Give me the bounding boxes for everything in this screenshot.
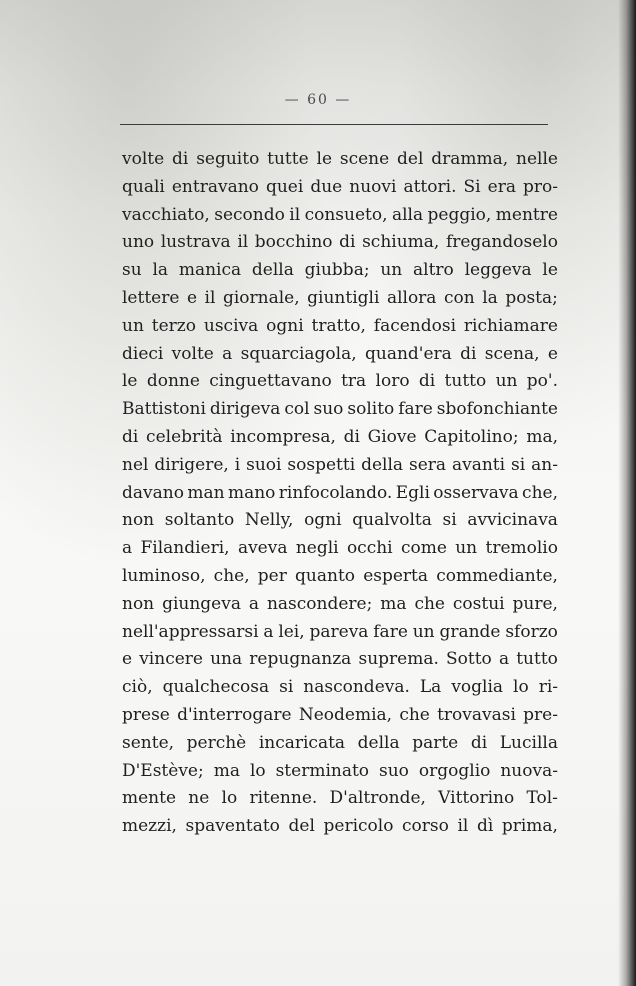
word: Egli bbox=[395, 482, 430, 503]
word: perchè bbox=[186, 732, 247, 753]
text-line bbox=[122, 229, 558, 257]
word: la bbox=[482, 287, 498, 308]
word: lei, bbox=[278, 621, 305, 642]
word: Tol- bbox=[526, 788, 558, 809]
word: lo bbox=[513, 677, 529, 698]
word: bocchino bbox=[254, 232, 333, 253]
word: negli bbox=[295, 538, 339, 559]
word: di bbox=[470, 732, 488, 753]
word: lo bbox=[221, 788, 238, 809]
word: tutto bbox=[516, 649, 558, 670]
word: della bbox=[361, 454, 404, 475]
word: donne bbox=[146, 371, 200, 392]
word: del bbox=[288, 816, 315, 837]
word: pareva bbox=[309, 621, 369, 642]
word: squarciagola, bbox=[240, 343, 357, 364]
word: ogni bbox=[266, 315, 304, 336]
text-line bbox=[122, 535, 558, 563]
text-line bbox=[122, 591, 558, 619]
word: quand'era bbox=[364, 343, 452, 364]
word: nel bbox=[122, 454, 149, 475]
word: richiamare bbox=[463, 315, 558, 336]
word: a bbox=[222, 343, 233, 364]
word: altro bbox=[413, 260, 454, 281]
word: pro- bbox=[523, 176, 558, 197]
word: il bbox=[237, 232, 249, 253]
word: il bbox=[204, 287, 216, 308]
text-line bbox=[122, 313, 558, 341]
word: si bbox=[279, 677, 294, 698]
word: pure, bbox=[512, 593, 558, 614]
text-line bbox=[122, 257, 558, 285]
word: del bbox=[397, 149, 424, 169]
word: nuova- bbox=[500, 760, 558, 781]
word: mentre bbox=[495, 204, 558, 225]
word: suprema. bbox=[358, 649, 439, 670]
word: come bbox=[400, 538, 447, 559]
word: a bbox=[248, 593, 260, 614]
word: il bbox=[289, 204, 301, 225]
word: occhi bbox=[346, 538, 393, 559]
word: sterminato bbox=[275, 760, 370, 781]
word: dirigere, bbox=[154, 454, 229, 475]
word: era bbox=[487, 176, 516, 197]
word: secondo bbox=[214, 204, 285, 225]
text-line bbox=[122, 452, 558, 480]
word: spaventato bbox=[185, 816, 280, 837]
word: lettere bbox=[122, 287, 180, 308]
word: sente, bbox=[122, 732, 175, 753]
word: Sotto bbox=[446, 649, 492, 670]
word: dirigeva bbox=[209, 399, 281, 420]
text-line bbox=[122, 507, 558, 535]
word: prese bbox=[122, 704, 170, 725]
word: ri- bbox=[538, 677, 558, 698]
word: che, bbox=[522, 482, 558, 503]
word: giuntigli bbox=[307, 287, 380, 308]
word: della bbox=[357, 732, 400, 753]
word: Battistoni bbox=[122, 399, 206, 420]
word: i bbox=[234, 454, 241, 475]
word: ciò, bbox=[122, 677, 153, 698]
word: mezzi, bbox=[122, 816, 177, 837]
word: nell'appressarsi bbox=[122, 621, 259, 642]
word: sforzo bbox=[505, 621, 558, 642]
word: terzo bbox=[151, 315, 196, 336]
word: aveva bbox=[237, 538, 288, 559]
text-line bbox=[122, 758, 558, 786]
word: suo bbox=[313, 399, 344, 420]
word: che, bbox=[213, 565, 250, 586]
word: allora bbox=[386, 287, 437, 308]
word: giubba; bbox=[304, 260, 370, 281]
word: corso bbox=[402, 816, 449, 837]
text-line bbox=[122, 146, 558, 174]
word: ma bbox=[380, 593, 407, 614]
text-line bbox=[122, 424, 558, 452]
word: con bbox=[443, 287, 475, 308]
word: scene bbox=[339, 149, 390, 169]
word: fare bbox=[373, 621, 408, 642]
word: non bbox=[122, 593, 155, 614]
text-line bbox=[122, 702, 558, 730]
word: prima, bbox=[501, 816, 558, 837]
word: una bbox=[210, 649, 243, 670]
word: sospetti bbox=[287, 454, 356, 475]
word: osservava bbox=[433, 482, 519, 503]
word: Nelly, bbox=[244, 510, 294, 531]
word: tra bbox=[341, 371, 367, 392]
word: avanti bbox=[451, 454, 506, 475]
word: trovavasi bbox=[437, 704, 516, 725]
word: d'interrogare bbox=[177, 704, 292, 725]
word: giungeva bbox=[162, 593, 241, 614]
word: a bbox=[263, 621, 274, 642]
word: tremolio bbox=[485, 538, 558, 559]
word: ne bbox=[188, 788, 210, 809]
word: di bbox=[343, 426, 360, 447]
word: luminoso, bbox=[122, 565, 206, 586]
word: Capitolino; bbox=[424, 426, 519, 447]
word: scena, bbox=[484, 343, 540, 364]
word: e bbox=[547, 343, 558, 364]
word: un bbox=[122, 315, 144, 336]
word: entravano bbox=[171, 176, 259, 197]
word: davano bbox=[122, 482, 184, 503]
word: non bbox=[122, 510, 155, 531]
header-rule bbox=[120, 124, 548, 125]
word: tratto, bbox=[311, 315, 366, 336]
word: si bbox=[442, 510, 457, 531]
word: Vittorino bbox=[438, 788, 515, 809]
word: tutte bbox=[267, 149, 309, 169]
word: dieci bbox=[122, 343, 164, 364]
word: della bbox=[251, 260, 294, 281]
word: pericolo bbox=[323, 816, 394, 837]
word: Filandieri, bbox=[140, 538, 230, 559]
word: pre- bbox=[523, 704, 558, 725]
word: rinfocolando. bbox=[278, 482, 393, 503]
word: fregandoselo bbox=[445, 232, 558, 253]
word: uno bbox=[122, 232, 155, 253]
word: vacchiato, bbox=[122, 204, 210, 225]
word: voglia bbox=[451, 677, 504, 698]
word: si bbox=[511, 454, 526, 475]
word: Giove bbox=[367, 426, 417, 447]
word: leggeva bbox=[464, 260, 532, 281]
word: posta; bbox=[505, 287, 558, 308]
word: orgoglio bbox=[418, 760, 491, 781]
page-spine-shadow bbox=[618, 0, 636, 986]
word: esperta bbox=[363, 565, 429, 586]
word: lo bbox=[249, 760, 266, 781]
word: tutto bbox=[444, 371, 487, 392]
text-line bbox=[122, 341, 558, 369]
word: manica bbox=[178, 260, 242, 281]
word: avvicinava bbox=[467, 510, 558, 531]
word: facendosi bbox=[373, 315, 457, 336]
word: quali bbox=[122, 176, 165, 197]
word: peggio, bbox=[427, 204, 492, 225]
word: nuovi bbox=[349, 176, 397, 197]
text-line bbox=[122, 285, 558, 313]
word: che bbox=[414, 593, 445, 614]
word: schiuma, bbox=[362, 232, 440, 253]
word: D'altronde, bbox=[329, 788, 426, 809]
word: po'. bbox=[526, 371, 558, 392]
body-text bbox=[122, 146, 558, 841]
word: vincere bbox=[139, 649, 203, 670]
word: loro bbox=[375, 371, 410, 392]
word: lustrava bbox=[160, 232, 231, 253]
word: le bbox=[316, 149, 333, 169]
word: dramma, bbox=[431, 149, 509, 169]
word: seguito bbox=[196, 149, 260, 169]
word: cinguettavano bbox=[209, 371, 332, 392]
word: ogni bbox=[304, 510, 342, 531]
word: che bbox=[399, 704, 430, 725]
word: incompresa, bbox=[230, 426, 336, 447]
word: repugnanza bbox=[249, 649, 352, 670]
text-line bbox=[122, 674, 558, 702]
text-line bbox=[122, 563, 558, 591]
word: qualvolta bbox=[352, 510, 432, 531]
word: di bbox=[122, 426, 139, 447]
word: a bbox=[498, 649, 510, 670]
page-number: — 60 — bbox=[284, 92, 352, 108]
word: e bbox=[122, 649, 133, 670]
word: ma, bbox=[526, 426, 558, 447]
word: usciva bbox=[203, 315, 259, 336]
word: grande bbox=[439, 621, 501, 642]
word: a bbox=[122, 538, 133, 559]
word: per bbox=[257, 565, 287, 586]
word: un bbox=[412, 621, 435, 642]
word: La bbox=[419, 677, 442, 698]
word: sera bbox=[408, 454, 447, 475]
word: an- bbox=[531, 454, 558, 475]
word: giornale, bbox=[222, 287, 300, 308]
word: quanto bbox=[295, 565, 356, 586]
word: mano bbox=[227, 482, 276, 503]
word: suo bbox=[379, 760, 409, 781]
word: due bbox=[310, 176, 343, 197]
text-line bbox=[122, 396, 558, 424]
word: un bbox=[455, 538, 478, 559]
word: Neodemia, bbox=[298, 704, 393, 725]
word: volte bbox=[171, 343, 214, 364]
word: man bbox=[187, 482, 225, 503]
word: ma bbox=[213, 760, 240, 781]
word: Si bbox=[463, 176, 481, 197]
text-line bbox=[122, 368, 558, 396]
word: ritenne. bbox=[249, 788, 318, 809]
word: costui bbox=[452, 593, 505, 614]
word: col bbox=[284, 399, 310, 420]
word: quei bbox=[265, 176, 304, 197]
word: incaricata bbox=[258, 732, 346, 753]
word: fare bbox=[398, 399, 433, 420]
text-line bbox=[122, 646, 558, 674]
word: commediante, bbox=[436, 565, 558, 586]
word: mente bbox=[122, 788, 177, 809]
word: consueto, bbox=[304, 204, 388, 225]
word: su bbox=[122, 260, 142, 281]
word: e bbox=[186, 287, 198, 308]
word: le bbox=[542, 260, 558, 281]
word: un bbox=[380, 260, 403, 281]
word: sbofonchiante bbox=[436, 399, 558, 420]
word: nelle bbox=[516, 149, 558, 169]
word: la bbox=[152, 260, 169, 281]
text-line bbox=[122, 813, 558, 841]
word: alla bbox=[391, 204, 424, 225]
word: nascondeva. bbox=[303, 677, 410, 698]
word: dì bbox=[476, 816, 494, 837]
word: solito bbox=[347, 399, 395, 420]
word: soltanto bbox=[164, 510, 235, 531]
text-line bbox=[122, 730, 558, 758]
text-line bbox=[122, 785, 558, 813]
word: un bbox=[495, 371, 518, 392]
word: attori. bbox=[403, 176, 457, 197]
word: il bbox=[457, 816, 469, 837]
word: parte bbox=[412, 732, 459, 753]
text-line bbox=[122, 480, 558, 508]
word: di bbox=[172, 149, 189, 169]
text-line bbox=[122, 174, 558, 202]
word: celebrità bbox=[146, 426, 223, 447]
word: nascondere; bbox=[266, 593, 373, 614]
word: di bbox=[339, 232, 356, 253]
word: le bbox=[122, 371, 138, 392]
word: suoi bbox=[246, 454, 282, 475]
text-line bbox=[122, 202, 558, 230]
text-line bbox=[122, 619, 558, 647]
word: qualchecosa bbox=[162, 677, 270, 698]
word: D'Estève; bbox=[122, 760, 204, 781]
word: di bbox=[460, 343, 477, 364]
word: volte bbox=[122, 149, 165, 169]
word: Lucilla bbox=[499, 732, 558, 753]
word: di bbox=[418, 371, 436, 392]
